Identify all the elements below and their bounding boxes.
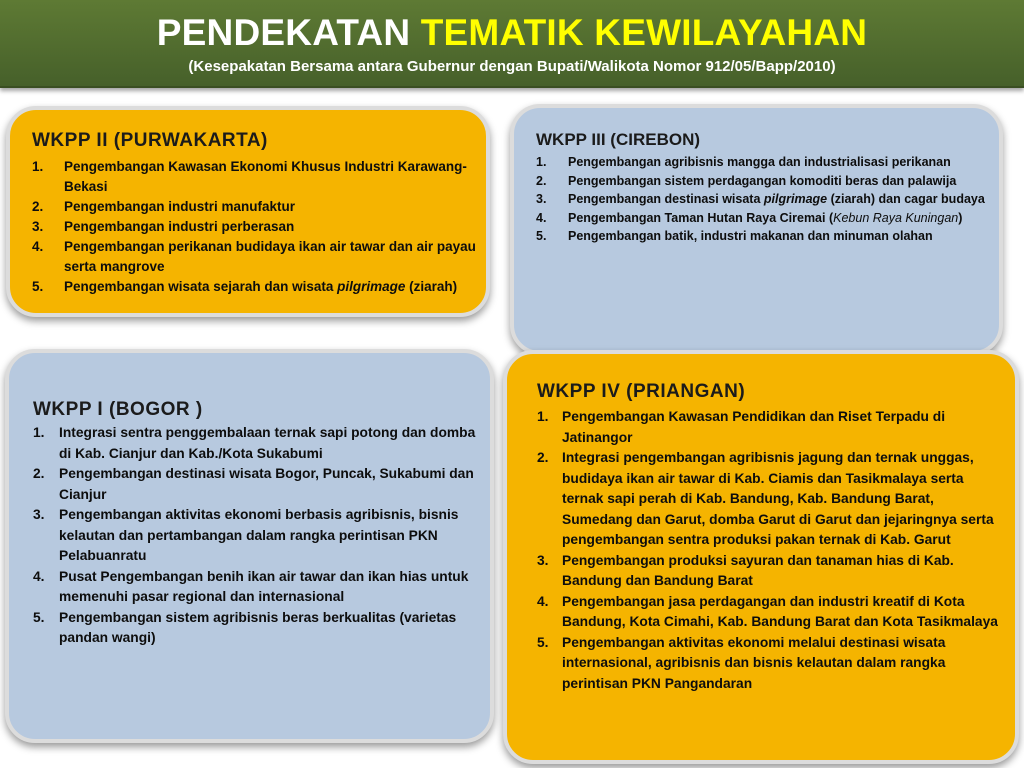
item-text: Integrasi pengembangan agribisnis jagung dan ternak unggas, budidaya ikan air tawar di Kab. Ciamis dan Tasikmalaya serta ternak sapi perah di Kab. Bandung, Kab. Bandung Barat, Sumedang dan Garut, domba Garut di Garut dan jejaringnya serta pengembangan sentra produksi pakan ternak di Kab. Garut <box>562 450 994 547</box>
item-number: 1. <box>536 155 547 169</box>
item-text: Pengembangan sistem agribisnis beras berkualitas (varietas pandan wangi) <box>59 609 457 645</box>
list-item <box>32 197 484 217</box>
item-text: Pengembangan produksi sayuran dan tanaman hias di Kab. Bandung dan Bandung Barat <box>562 552 954 588</box>
wkpp-bogor-list <box>33 423 481 649</box>
item-text: Pengembangan batik, industri makanan dan minuman olahan <box>568 229 933 243</box>
title-banner <box>0 0 1024 88</box>
item-number: 4. <box>536 210 547 225</box>
list-item <box>32 277 484 297</box>
item-text: (ziarah) <box>405 279 458 294</box>
item-number: 2. <box>32 199 44 214</box>
item-number: 5. <box>536 229 547 243</box>
item-text: (ziarah) dan cagar budaya <box>827 192 985 206</box>
list-item <box>32 217 484 237</box>
wkpp-cirebon-box <box>510 104 1003 355</box>
item-text: Pengembangan destinasi wisata Bogor, Puncak, Sukabumi dan Cianjur <box>59 466 474 502</box>
wkpp-cirebon-list <box>536 153 991 246</box>
list-item <box>32 157 484 197</box>
item-number: 2. <box>537 450 549 465</box>
item-text: Pengembangan industri perberasan <box>64 219 295 234</box>
item-text: Pengembangan Taman Hutan Raya Ciremai ( <box>568 210 834 225</box>
item-text: Pengembangan jasa perdagangan dan industri kreatif di Kota Bandung, Kota Cimahi, Kab. Bandung Barat dan Kota Tasikmalaya <box>562 593 998 629</box>
item-number: 3. <box>33 507 45 522</box>
list-item <box>32 237 484 277</box>
item-text: Pengembangan sistem perdagangan komoditi beras dan palawija <box>568 173 957 188</box>
list-item <box>536 190 991 209</box>
list-item <box>536 227 991 246</box>
item-text: Pengembangan aktivitas ekonomi melalui destinasi wisata internasional, agribisnis dan bisnis kelautan dalam rangka perintisan PKN Pangandaran <box>562 634 946 691</box>
list-item <box>536 172 991 191</box>
list-item <box>536 153 991 172</box>
item-text-italic: pilgrimage <box>763 192 828 206</box>
item-text: Pengembangan destinasi wisata <box>568 192 764 206</box>
slide-title <box>0 0 1024 56</box>
item-text: Pusat Pengembangan benih ikan air tawar dan ikan hias untuk memenuhi pasar regional dan internasional <box>59 568 469 604</box>
item-text: ) <box>958 210 963 225</box>
list-item <box>537 633 1003 695</box>
item-text: Pengembangan agribisnis mangga dan industrialisasi perikanan <box>568 155 951 169</box>
wkpp-purwakarta-heading: WKPP II (PURWAKARTA) <box>32 130 268 151</box>
title-main: PENDEKATAN <box>156 12 411 53</box>
item-number: 1. <box>33 425 45 440</box>
item-number: 3. <box>32 219 44 234</box>
list-item <box>33 608 481 649</box>
list-item <box>536 209 991 228</box>
item-text: Pengembangan Kawasan Ekonomi Khusus Industri Karawang-Bekasi <box>64 159 467 194</box>
item-text-italic: pilgrimage <box>337 279 406 294</box>
item-number: 2. <box>536 173 547 188</box>
list-item <box>537 448 1003 551</box>
item-number: 5. <box>537 634 549 650</box>
list-item <box>33 464 481 505</box>
item-text: Pengembangan perikanan budidaya ikan air tawar dan air payau serta mangrove <box>64 239 476 274</box>
item-text: Integrasi sentra penggembalaan ternak sapi potong dan domba di Kab. Cianjur dan Kab./Kota Sukabumi <box>59 425 476 461</box>
wkpp-priangan-box <box>503 350 1019 764</box>
item-number: 5. <box>33 609 45 625</box>
wkpp-purwakarta-box <box>6 106 490 317</box>
list-item <box>33 567 481 608</box>
wkpp-bogor-box <box>5 349 494 743</box>
item-text: Pengembangan wisata sejarah dan wisata <box>64 279 338 294</box>
wkpp-purwakarta-list <box>32 157 484 297</box>
item-text: Pengembangan Kawasan Pendidikan dan Riset Terpadu di Jatinangor <box>562 409 946 445</box>
list-item <box>537 551 1003 592</box>
item-text-italic: Kebun Raya Kuningan <box>833 210 959 225</box>
wkpp-bogor-heading: WKPP I (BOGOR ) <box>33 399 203 420</box>
wkpp-priangan-heading: WKPP IV (PRIANGAN) <box>537 381 746 402</box>
item-number: 3. <box>537 552 549 568</box>
list-item <box>537 407 1003 448</box>
item-number: 4. <box>33 568 45 584</box>
item-text: Pengembangan aktivitas ekonomi berbasis agribisnis, bisnis kelautan dan pertambangan dalam rangka perintisan PKN Pelabuanratu <box>59 507 459 563</box>
item-number: 4. <box>537 593 549 609</box>
item-number: 3. <box>536 192 547 206</box>
list-item <box>33 505 481 567</box>
wkpp-cirebon-heading: WKPP III (CIREBON) <box>536 130 701 149</box>
item-number: 4. <box>32 239 44 254</box>
item-number: 1. <box>32 159 44 174</box>
wkpp-priangan-list <box>537 407 1003 694</box>
title-highlight: TEMATIK KEWILAYAHAN <box>420 12 868 53</box>
list-item <box>537 592 1003 633</box>
item-number: 2. <box>33 466 45 481</box>
item-number: 1. <box>537 409 549 424</box>
slide-subtitle: (Kesepakatan Bersama antara Gubernur dengan Bupati/Walikota Nomor 912/05/Bapp/2010) <box>188 58 836 75</box>
item-number: 5. <box>32 279 44 294</box>
list-item <box>33 423 481 464</box>
item-text: Pengembangan industri manufaktur <box>64 199 296 214</box>
